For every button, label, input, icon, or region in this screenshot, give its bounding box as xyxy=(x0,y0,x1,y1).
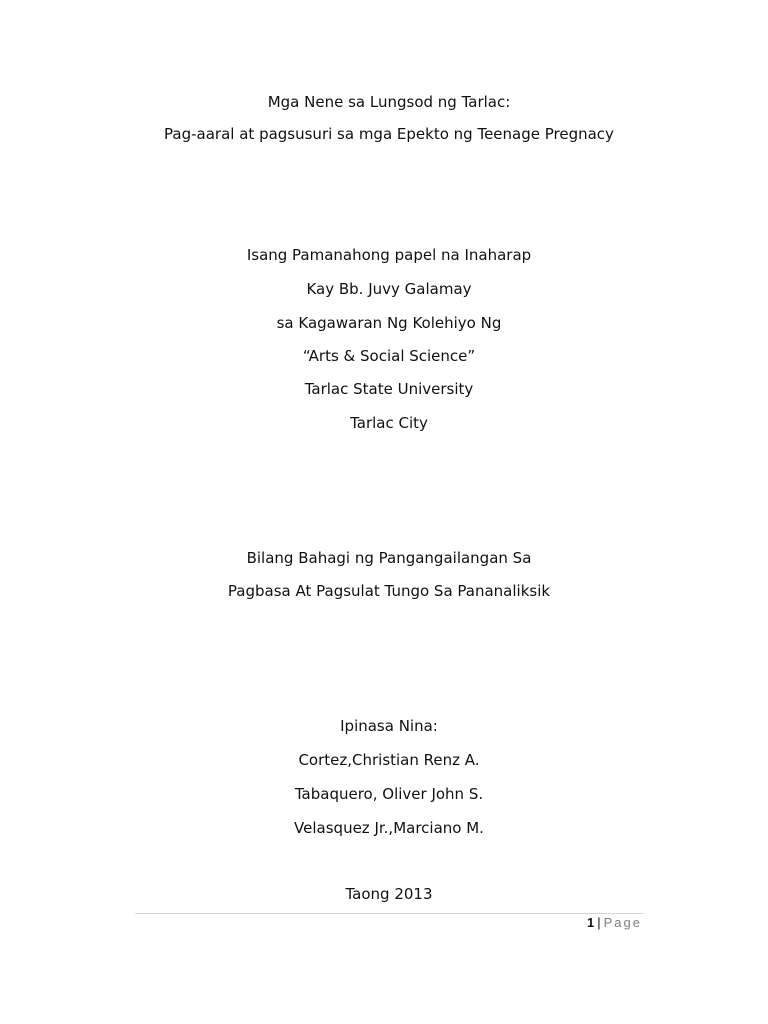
author-2: Tabaquero, Oliver John S. xyxy=(294,785,484,803)
presented-to-line-2: Kay Bb. Juvy Galamay xyxy=(306,280,472,298)
presented-to-line-4: “Arts & Social Science” xyxy=(302,347,476,365)
presented-to-line-3: sa Kagawaran Ng Kolehiyo Ng xyxy=(276,314,502,332)
title-line-1: Mga Nene sa Lungsod ng Tarlac: xyxy=(267,93,511,111)
title-line-2: Pag-aaral at pagsusuri sa mga Epekto ng Teenage Pregnacy xyxy=(164,125,614,143)
requirement-line-2: Pagbasa At Pagsulat Tungo Sa Pananaliksik xyxy=(227,582,551,600)
page-footer xyxy=(587,914,642,932)
year: Taong 2013 xyxy=(345,885,433,903)
presented-to-line-5: Tarlac State University xyxy=(304,380,474,398)
page-label: Page xyxy=(603,915,642,930)
author-1: Cortez,Christian Renz A. xyxy=(298,751,480,769)
presented-to-line-1: Isang Pamanahong papel na Inaharap xyxy=(246,246,532,264)
submitted-by-label: Ipinasa Nina: xyxy=(340,717,438,735)
author-3: Velasquez Jr.,Marciano M. xyxy=(294,819,484,837)
footer-separator: | xyxy=(597,915,601,930)
page-number: 1 xyxy=(587,915,595,930)
footer-divider xyxy=(135,913,644,914)
requirement-line-1: Bilang Bahagi ng Pangangailangan Sa xyxy=(246,549,532,567)
presented-to-line-6: Tarlac City xyxy=(350,414,428,432)
